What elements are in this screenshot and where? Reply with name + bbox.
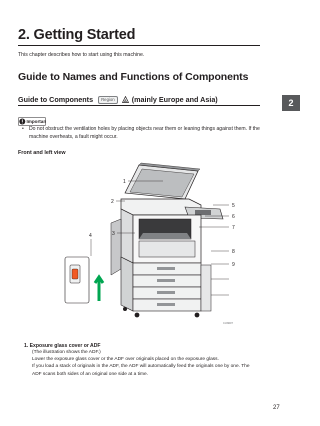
- figure-code: CUN007: [223, 322, 233, 325]
- subsection-title: [18, 95, 218, 105]
- callout-3: 3: [112, 231, 115, 237]
- callout-4: 4: [89, 233, 92, 239]
- component-list: [24, 343, 260, 378]
- component-description-line: Lower the exposure glass cover or the ADF over originals placed on the exposure glass.: [32, 357, 219, 363]
- page-number: 27: [273, 405, 280, 411]
- callout-8: 8: [232, 249, 235, 255]
- figure-heading: Front and left view: [18, 150, 66, 156]
- important-note: [22, 125, 261, 141]
- subsection-title-prefix: Guide to Components: [18, 95, 94, 104]
- subsection-title-suffix: (mainly Europe and Asia): [131, 95, 218, 104]
- callout-7: 7: [232, 225, 235, 231]
- chapter-title: 2. Getting Started: [18, 27, 136, 43]
- callout-2: 2: [111, 199, 114, 205]
- section-title: Guide to Names and Functions of Components: [18, 71, 249, 83]
- bullet-icon: •: [22, 126, 24, 132]
- component-description-line: If you load a stack of originals in the ADF, the ADF will automatically feed the originals one by one. The ADF scans both sides of an original one side at a time.: [32, 364, 250, 377]
- region-a-icon: [122, 96, 129, 105]
- callout-9: 9: [232, 262, 235, 268]
- component-description-line: (The illustration shows the ADF.): [32, 350, 101, 355]
- component-title: 1. Exposure glass cover or ADF: [24, 343, 101, 349]
- chapter-tab[interactable]: 2: [282, 95, 300, 111]
- title-divider: [18, 45, 260, 46]
- important-label: Important: [26, 119, 46, 125]
- callout-5: 5: [232, 203, 235, 209]
- important-note-text: Do not obstruct the ventilation holes by placing objects near them or leaning things against them. If the machine overheats, a fault might occur.: [29, 126, 260, 140]
- callout-1: 1: [123, 179, 126, 185]
- important-badge: [18, 113, 46, 125]
- region-letter: A: [123, 98, 127, 103]
- subsection-divider: [18, 105, 260, 106]
- callout-6: 6: [232, 214, 235, 220]
- machine-illustration: [55, 161, 245, 337]
- chapter-intro: This chapter describes how to start using this machine.: [18, 52, 145, 58]
- region-badge: Region: [98, 96, 118, 104]
- arrow-up-icon: [95, 277, 103, 301]
